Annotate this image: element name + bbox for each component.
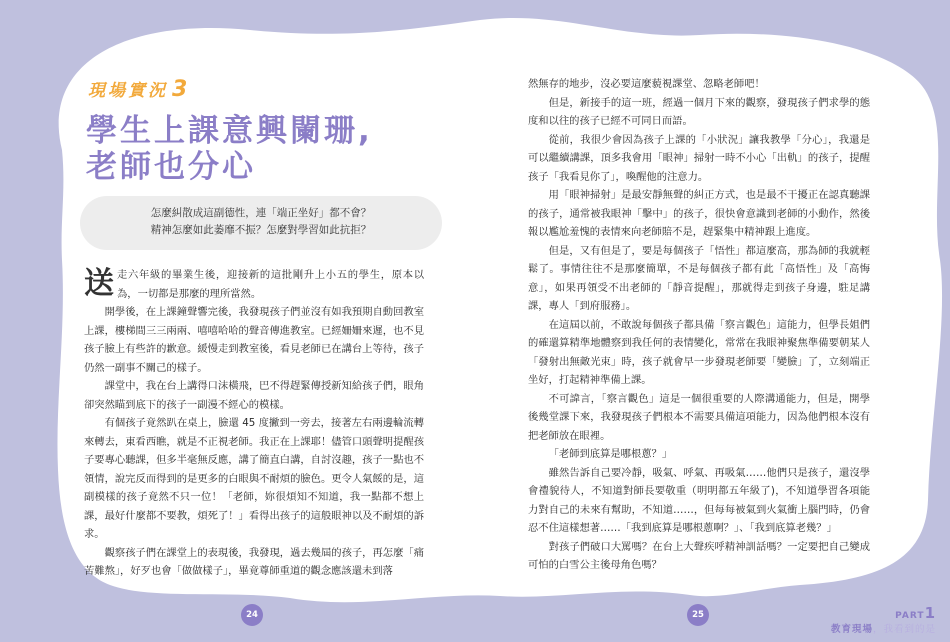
body-paragraph: 然無存的地步，沒必要這麼藐視課堂、忽略老師吧！ (528, 78, 765, 90)
callout-question-2: 精神怎麼如此萎靡不振？怎麼對學習如此抗拒？ (150, 224, 372, 236)
part-label-text: PART (895, 611, 925, 621)
body-paragraph: 「老師到底算是哪根蔥？」 (548, 448, 673, 460)
chapter-title-line-2: 老師也分心 (86, 149, 256, 185)
body-paragraph: 對孩子們破口大罵嗎？在台上大聲疾呼精神訓話嗎？一定要把自己變成可怕的白雪公主後母角色嗎？ (528, 540, 870, 571)
part-label (831, 604, 936, 622)
callout-question-1: 怎麼糾散成這副德性，連「端正坐好」都不會？ (150, 207, 372, 219)
body-paragraph: 但是，新接手的這一班，經過一個月下來的觀察，發現孩子們求學的態度和以往的孩子已經不可同日而語。 (528, 96, 870, 127)
page-number-left: 24 (241, 604, 263, 626)
right-body-text (528, 75, 870, 575)
body-paragraph: 觀察孩子們在課堂上的表現後，我發現，過去幾屆的孩子，再怎麼「痛苦難熬」，好歹也會「做做樣子」，畢竟尊師重道的觀念應該還未到落 (84, 546, 424, 577)
chapter-title-line-1: 學生上課意興闌珊, (86, 113, 373, 149)
body-paragraph: 在這屆以前，不敢說每個孩子都具備「察言觀色」這能力，但學長姐們的確還算精準地體察到我任何的表情變化，常常在我眼神聚焦準備要朝某人「發射出無敵光束」時，孩子就會早一步發現老師要「變臉」了，立刻端正坐好，打起精神準備上課。 (528, 318, 870, 386)
body-paragraph: 有個孩子竟然趴在桌上，臉還 45 度撇到一旁去，接著左右兩邊輪流轉來轉去，東看西瞧，就是不正視老師。我正在上課耶！儘管口頭聲明提醒孩子要專心聽課，但多半毫無反應，講了簡直白講，自討沒趣，孩子一點也不領情，說完反而得到的是更多的白眼與不耐煩的臉色。更令人氣餒的是，這副模樣的孩子竟然不只一位！「老師，妳很煩知不知道，我一點都不想上課，最好什麼都不要教，煩死了！」看得出孩子的這般眼神以及不耐煩的訴求。 (84, 417, 424, 540)
section-label (88, 76, 190, 102)
part-title (831, 621, 936, 635)
part-footer (831, 604, 936, 635)
drop-cap: 送 (84, 266, 114, 301)
body-paragraph-opening (84, 266, 424, 303)
part-subtitle: ，我看到的是 (872, 624, 936, 635)
opening-text: 走六年級的畢業生後，迎接新的這批剛升上小五的學生，原本以為，一切都是那麼的理所當然。 (117, 269, 424, 300)
left-body-text (84, 266, 424, 581)
body-paragraph: 課堂中，我在台上講得口沫橫飛，巴不得趕緊傳授新知給孩子們，眼角卻突然瞄到底下的孩子一副漫不經心的模樣。 (84, 380, 424, 411)
part-number: 1 (924, 604, 936, 622)
body-paragraph: 開學後，在上課鐘聲響完後，我發現孩子們並沒有如我預期自動回教室上課，樓梯間三三兩兩、嘻嘻哈哈的聲音傳進教室。已經姍姍來遲，也不見孩子臉上有些許的歉意。緩慢走到教室後，看見老師已在講台上等待，孩子仍然一副事不關己的樣子。 (84, 306, 424, 374)
page-number-right: 25 (687, 604, 709, 626)
body-paragraph: 從前，我很少會因為孩子上課的「小狀況」讓我教學「分心」，我還是可以繼續講課，頂多我會用「眼神」掃射一時不小心「出軌」的孩子，提醒孩子「我看見你了」，喚醒他的注意力。 (528, 133, 870, 183)
section-label-text: 現場實況 (88, 81, 168, 101)
body-paragraph: 用「眼神掃射」是最安靜無聲的糾正方式，也是最不干擾正在認真聽課的孩子，通常被我眼神「擊中」的孩子，很快會意識到老師的小動作，然後報以尷尬羞愧的表情來向老師賠不是，趕緊集中精神跟上進度。 (528, 189, 870, 238)
part-title-text: 教育現場 (830, 624, 873, 635)
body-paragraph: 不可諱言，「察言觀色」這是一個很重要的人際溝通能力，但是，開學後幾堂課下來，我發現孩子們根本不需要具備這項能力，因為他們根本沒有把老師放在眼裡。 (528, 392, 870, 442)
section-number: 3 (172, 77, 191, 102)
body-paragraph: 雖然告訴自己要冷靜，吸氣、呼氣、再吸氣……他們只是孩子，還沒學會禮貌待人，不知道對師長要敬重（明明都五年級了)，不知道學習各項能力對自己的未來有幫助，不知道……，但每每被氣到火氣衝上腦門時，仍會忍不住這樣想著……「我到底算是哪根蔥啊？」、「我到底算老幾？」 (528, 466, 870, 534)
body-paragraph: 但是，又有但是了，要是每個孩子「悟性」都這麼高，那為師的我就輕鬆了。事情往往不是那麼簡單，不是每個孩子都有此「高悟性」及「高悔意」，如果再領受不出老師的「靜音提醒」，那就得走到孩子身邊，駐足講課，專人「到府服務」。 (528, 244, 870, 312)
